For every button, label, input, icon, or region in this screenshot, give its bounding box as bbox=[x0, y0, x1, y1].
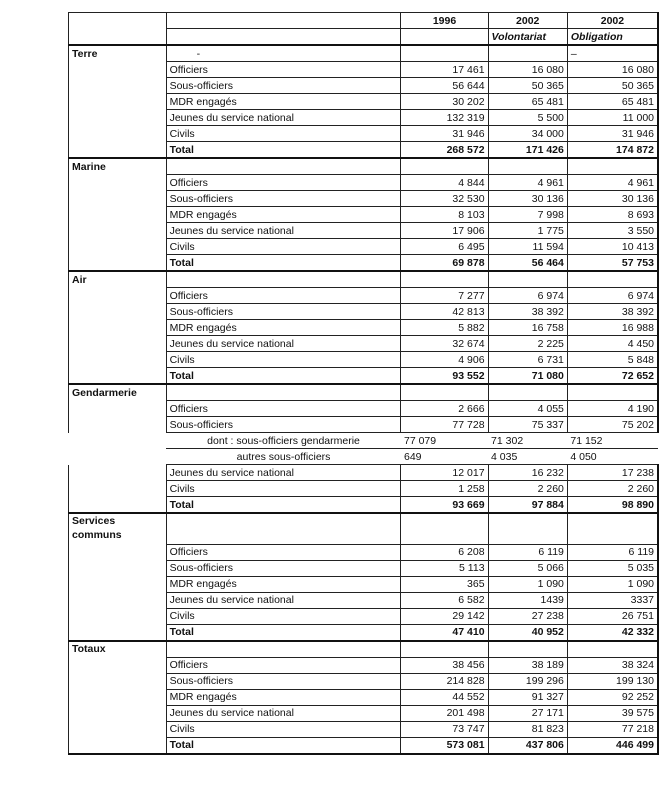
row-label: Total bbox=[166, 142, 401, 159]
row-label: autres sous-officiers bbox=[166, 449, 401, 465]
row-spacer bbox=[69, 368, 167, 385]
value-2002-volontariat: 1 775 bbox=[488, 223, 567, 239]
value-1996: 93 669 bbox=[401, 497, 488, 514]
value-2002-volontariat: 4 055 bbox=[488, 401, 567, 417]
value-2002-obligation: 174 872 bbox=[567, 142, 658, 159]
value-2002-volontariat: 6 974 bbox=[488, 288, 567, 304]
value-1996: 69 878 bbox=[401, 255, 488, 272]
total-row bbox=[69, 368, 659, 385]
row-label: Civils bbox=[166, 608, 401, 624]
row-label: Officiers bbox=[166, 401, 401, 417]
value-2002-volontariat: 30 136 bbox=[488, 191, 567, 207]
row-spacer bbox=[69, 608, 167, 624]
row-spacer bbox=[69, 433, 167, 449]
row-spacer bbox=[69, 78, 167, 94]
value-1996: 5 882 bbox=[401, 320, 488, 336]
value-2002-obligation: 75 202 bbox=[567, 417, 658, 433]
section-empty bbox=[401, 158, 488, 175]
value-1996: 47 410 bbox=[401, 624, 488, 641]
effectifs-table bbox=[68, 12, 659, 755]
value-1996: 7 277 bbox=[401, 288, 488, 304]
value-2002-volontariat: 4 035 bbox=[488, 449, 567, 465]
row-label: Sous-officiers bbox=[166, 304, 401, 320]
value-1996: 1 258 bbox=[401, 481, 488, 497]
value-2002-obligation: 72 652 bbox=[567, 368, 658, 385]
table-row bbox=[69, 288, 659, 304]
table-row bbox=[69, 94, 659, 110]
table-row bbox=[69, 401, 659, 417]
value-2002-volontariat: 27 238 bbox=[488, 608, 567, 624]
table-row bbox=[69, 239, 659, 255]
row-label: Total bbox=[166, 497, 401, 514]
value-1996: 573 081 bbox=[401, 737, 488, 754]
value-2002-obligation: 42 332 bbox=[567, 624, 658, 641]
row-spacer bbox=[69, 304, 167, 320]
row-label: Total bbox=[166, 368, 401, 385]
value-2002-volontariat: 4 961 bbox=[488, 175, 567, 191]
value-2002-volontariat: 38 189 bbox=[488, 657, 567, 673]
value-2002-obligation: 199 130 bbox=[567, 673, 658, 689]
section-label: Air bbox=[69, 271, 167, 288]
value-1996: 77 079 bbox=[401, 433, 488, 449]
table-row bbox=[69, 608, 659, 624]
value-1996: 201 498 bbox=[401, 705, 488, 721]
table-row bbox=[69, 721, 659, 737]
row-spacer bbox=[69, 465, 167, 481]
header-row-years bbox=[69, 13, 659, 29]
value-2002-volontariat: 6 119 bbox=[488, 544, 567, 560]
table-row bbox=[69, 207, 659, 223]
section-marker bbox=[166, 158, 401, 175]
header-empty bbox=[166, 29, 401, 46]
section-marker bbox=[567, 158, 658, 175]
table-row bbox=[69, 304, 659, 320]
value-2002-obligation: 30 136 bbox=[567, 191, 658, 207]
section-marker bbox=[567, 271, 658, 288]
value-1996: 17 906 bbox=[401, 223, 488, 239]
row-spacer bbox=[69, 401, 167, 417]
total-row bbox=[69, 497, 659, 514]
row-spacer bbox=[69, 544, 167, 560]
value-2002-obligation: 92 252 bbox=[567, 689, 658, 705]
row-spacer bbox=[69, 336, 167, 352]
row-spacer bbox=[69, 481, 167, 497]
row-spacer bbox=[69, 110, 167, 126]
value-1996: 6 208 bbox=[401, 544, 488, 560]
value-2002-volontariat: 437 806 bbox=[488, 737, 567, 754]
section-empty bbox=[401, 641, 488, 658]
value-1996: 30 202 bbox=[401, 94, 488, 110]
value-1996: 132 319 bbox=[401, 110, 488, 126]
table-row bbox=[69, 126, 659, 142]
section-label: Marine bbox=[69, 158, 167, 175]
value-2002-obligation: 39 575 bbox=[567, 705, 658, 721]
section-empty bbox=[401, 384, 488, 401]
row-spacer bbox=[69, 352, 167, 368]
value-2002-obligation: 4 450 bbox=[567, 336, 658, 352]
section-empty bbox=[488, 158, 567, 175]
value-2002-obligation: 8 693 bbox=[567, 207, 658, 223]
row-label: Officiers bbox=[166, 657, 401, 673]
value-2002-volontariat: 75 337 bbox=[488, 417, 567, 433]
value-1996: 12 017 bbox=[401, 465, 488, 481]
value-2002-obligation: 98 890 bbox=[567, 497, 658, 514]
table-row bbox=[69, 78, 659, 94]
value-1996: 32 530 bbox=[401, 191, 488, 207]
section-label: Totaux bbox=[69, 641, 167, 658]
header-empty bbox=[69, 13, 167, 29]
row-spacer bbox=[69, 320, 167, 336]
value-2002-volontariat: 71 080 bbox=[488, 368, 567, 385]
value-1996: 6 582 bbox=[401, 592, 488, 608]
value-2002-obligation: 3 550 bbox=[567, 223, 658, 239]
value-2002-obligation: 31 946 bbox=[567, 126, 658, 142]
table-row bbox=[69, 320, 659, 336]
value-2002-volontariat: 97 884 bbox=[488, 497, 567, 514]
section-marker bbox=[166, 271, 401, 288]
row-spacer bbox=[69, 191, 167, 207]
value-2002-obligation: 4 961 bbox=[567, 175, 658, 191]
value-2002-obligation: 1 090 bbox=[567, 576, 658, 592]
value-1996: 4 906 bbox=[401, 352, 488, 368]
value-2002-obligation: 17 238 bbox=[567, 465, 658, 481]
row-spacer bbox=[69, 207, 167, 223]
value-2002-obligation: 4 050 bbox=[567, 449, 658, 465]
effectifs-table-document bbox=[68, 12, 659, 755]
row-spacer bbox=[69, 417, 167, 433]
row-label: Total bbox=[166, 255, 401, 272]
value-2002-volontariat: 1 090 bbox=[488, 576, 567, 592]
header-empty bbox=[401, 29, 488, 46]
row-spacer bbox=[69, 62, 167, 78]
value-2002-obligation: 16 080 bbox=[567, 62, 658, 78]
row-label: Officiers bbox=[166, 175, 401, 191]
row-spacer bbox=[69, 705, 167, 721]
row-label: Sous-officiers bbox=[166, 560, 401, 576]
value-2002-volontariat: 56 464 bbox=[488, 255, 567, 272]
value-2002-obligation: 65 481 bbox=[567, 94, 658, 110]
row-label: Jeunes du service national bbox=[166, 336, 401, 352]
value-1996: 29 142 bbox=[401, 608, 488, 624]
row-label: Officiers bbox=[166, 62, 401, 78]
section-marker bbox=[166, 513, 401, 544]
value-1996: 77 728 bbox=[401, 417, 488, 433]
value-2002-volontariat: 38 392 bbox=[488, 304, 567, 320]
section-empty bbox=[401, 45, 488, 62]
table-row bbox=[69, 673, 659, 689]
section-marker: – bbox=[567, 45, 658, 62]
value-2002-volontariat: 27 171 bbox=[488, 705, 567, 721]
section-marker: - bbox=[166, 45, 401, 62]
table-row bbox=[69, 175, 659, 191]
value-1996: 56 644 bbox=[401, 78, 488, 94]
row-label: Jeunes du service national bbox=[166, 223, 401, 239]
value-2002-volontariat: 50 365 bbox=[488, 78, 567, 94]
row-label: Civils bbox=[166, 239, 401, 255]
value-2002-volontariat: 1439 bbox=[488, 592, 567, 608]
table-row bbox=[69, 110, 659, 126]
row-spacer bbox=[69, 721, 167, 737]
value-2002-obligation: 38 392 bbox=[567, 304, 658, 320]
total-row bbox=[69, 737, 659, 754]
row-label: MDR engagés bbox=[166, 576, 401, 592]
row-label: dont : sous-officiers gendarmerie bbox=[166, 433, 401, 449]
section-marker bbox=[166, 384, 401, 401]
value-2002-volontariat: 2 260 bbox=[488, 481, 567, 497]
row-label: MDR engagés bbox=[166, 94, 401, 110]
table-row bbox=[69, 481, 659, 497]
row-spacer bbox=[69, 737, 167, 754]
value-2002-volontariat: 16 758 bbox=[488, 320, 567, 336]
value-2002-obligation: 6 119 bbox=[567, 544, 658, 560]
table-row bbox=[69, 657, 659, 673]
table-row bbox=[69, 544, 659, 560]
row-label: Sous-officiers bbox=[166, 417, 401, 433]
section-marker bbox=[567, 641, 658, 658]
value-2002-volontariat: 34 000 bbox=[488, 126, 567, 142]
header-volontariat: Volontariat bbox=[488, 29, 567, 46]
value-2002-volontariat: 16 232 bbox=[488, 465, 567, 481]
value-2002-volontariat: 6 731 bbox=[488, 352, 567, 368]
table-row bbox=[69, 592, 659, 608]
row-label: Civils bbox=[166, 721, 401, 737]
section-row bbox=[69, 513, 659, 544]
value-1996: 365 bbox=[401, 576, 488, 592]
row-label: MDR engagés bbox=[166, 207, 401, 223]
row-spacer bbox=[69, 255, 167, 272]
header-empty bbox=[166, 13, 401, 29]
value-1996: 44 552 bbox=[401, 689, 488, 705]
value-2002-obligation: 57 753 bbox=[567, 255, 658, 272]
header-empty bbox=[69, 29, 167, 46]
table-row bbox=[69, 705, 659, 721]
value-2002-obligation: 71 152 bbox=[567, 433, 658, 449]
value-2002-obligation: 5 035 bbox=[567, 560, 658, 576]
section-empty bbox=[488, 513, 567, 544]
header-2002-obligation: 2002 bbox=[567, 13, 658, 29]
section-label: Terre bbox=[69, 45, 167, 62]
table-row bbox=[69, 465, 659, 481]
value-1996: 31 946 bbox=[401, 126, 488, 142]
value-2002-obligation: 3337 bbox=[567, 592, 658, 608]
value-1996: 268 572 bbox=[401, 142, 488, 159]
row-spacer bbox=[69, 624, 167, 641]
value-1996: 38 456 bbox=[401, 657, 488, 673]
row-spacer bbox=[69, 497, 167, 514]
value-2002-obligation: 11 000 bbox=[567, 110, 658, 126]
row-spacer bbox=[69, 288, 167, 304]
row-spacer bbox=[69, 175, 167, 191]
header-obligation: Obligation bbox=[567, 29, 658, 46]
row-spacer bbox=[69, 657, 167, 673]
value-1996: 73 747 bbox=[401, 721, 488, 737]
table-row bbox=[69, 417, 659, 433]
value-1996: 2 666 bbox=[401, 401, 488, 417]
value-2002-obligation: 16 988 bbox=[567, 320, 658, 336]
value-2002-volontariat: 199 296 bbox=[488, 673, 567, 689]
section-empty bbox=[488, 271, 567, 288]
row-spacer bbox=[69, 449, 167, 465]
row-label: Jeunes du service national bbox=[166, 592, 401, 608]
section-empty bbox=[488, 641, 567, 658]
value-2002-volontariat: 71 302 bbox=[488, 433, 567, 449]
row-spacer bbox=[69, 689, 167, 705]
row-label: MDR engagés bbox=[166, 320, 401, 336]
value-1996: 649 bbox=[401, 449, 488, 465]
total-row bbox=[69, 624, 659, 641]
row-label: Officiers bbox=[166, 544, 401, 560]
table-row bbox=[69, 352, 659, 368]
row-label: Jeunes du service national bbox=[166, 110, 401, 126]
table-row bbox=[69, 576, 659, 592]
value-2002-volontariat: 16 080 bbox=[488, 62, 567, 78]
value-1996: 4 844 bbox=[401, 175, 488, 191]
row-label: Total bbox=[166, 737, 401, 754]
value-2002-volontariat: 65 481 bbox=[488, 94, 567, 110]
value-2002-obligation: 26 751 bbox=[567, 608, 658, 624]
value-2002-volontariat: 5 500 bbox=[488, 110, 567, 126]
section-marker bbox=[567, 384, 658, 401]
row-label: Officiers bbox=[166, 288, 401, 304]
value-1996: 17 461 bbox=[401, 62, 488, 78]
row-label: Sous-officiers bbox=[166, 78, 401, 94]
row-spacer bbox=[69, 592, 167, 608]
value-2002-obligation: 446 499 bbox=[567, 737, 658, 754]
value-2002-obligation: 38 324 bbox=[567, 657, 658, 673]
value-2002-obligation: 2 260 bbox=[567, 481, 658, 497]
row-label: Civils bbox=[166, 126, 401, 142]
table-row bbox=[69, 223, 659, 239]
row-spacer bbox=[69, 576, 167, 592]
value-2002-obligation: 50 365 bbox=[567, 78, 658, 94]
section-row bbox=[69, 158, 659, 175]
row-label: Sous-officiers bbox=[166, 673, 401, 689]
value-1996: 5 113 bbox=[401, 560, 488, 576]
row-label: Total bbox=[166, 624, 401, 641]
value-2002-volontariat: 91 327 bbox=[488, 689, 567, 705]
row-label: Civils bbox=[166, 481, 401, 497]
section-label: Services communs bbox=[69, 513, 167, 544]
value-1996: 8 103 bbox=[401, 207, 488, 223]
value-2002-volontariat: 171 426 bbox=[488, 142, 567, 159]
row-spacer bbox=[69, 239, 167, 255]
row-spacer bbox=[69, 94, 167, 110]
value-2002-obligation: 10 413 bbox=[567, 239, 658, 255]
table-row bbox=[69, 191, 659, 207]
section-marker bbox=[166, 641, 401, 658]
value-1996: 214 828 bbox=[401, 673, 488, 689]
section-marker bbox=[567, 513, 658, 544]
row-spacer bbox=[69, 560, 167, 576]
value-2002-volontariat: 7 998 bbox=[488, 207, 567, 223]
value-2002-volontariat: 2 225 bbox=[488, 336, 567, 352]
row-spacer bbox=[69, 223, 167, 239]
value-2002-volontariat: 40 952 bbox=[488, 624, 567, 641]
value-2002-obligation: 77 218 bbox=[567, 721, 658, 737]
value-1996: 32 674 bbox=[401, 336, 488, 352]
section-row bbox=[69, 271, 659, 288]
table-row bbox=[69, 433, 659, 449]
total-row bbox=[69, 142, 659, 159]
row-label: MDR engagés bbox=[166, 689, 401, 705]
row-label: Jeunes du service national bbox=[166, 465, 401, 481]
header-row-sub bbox=[69, 29, 659, 46]
value-2002-obligation: 6 974 bbox=[567, 288, 658, 304]
section-empty bbox=[488, 384, 567, 401]
header-1996: 1996 bbox=[401, 13, 488, 29]
table-row bbox=[69, 689, 659, 705]
section-empty bbox=[401, 513, 488, 544]
row-label: Sous-officiers bbox=[166, 191, 401, 207]
section-row bbox=[69, 384, 659, 401]
section-label: Gendarmerie bbox=[69, 384, 167, 401]
total-row bbox=[69, 255, 659, 272]
value-2002-volontariat: 11 594 bbox=[488, 239, 567, 255]
value-2002-obligation: 5 848 bbox=[567, 352, 658, 368]
value-2002-volontariat: 5 066 bbox=[488, 560, 567, 576]
header-2002-volontariat: 2002 bbox=[488, 13, 567, 29]
table-row bbox=[69, 560, 659, 576]
table-row bbox=[69, 336, 659, 352]
row-spacer bbox=[69, 126, 167, 142]
row-spacer bbox=[69, 673, 167, 689]
section-empty bbox=[401, 271, 488, 288]
row-spacer bbox=[69, 142, 167, 159]
value-2002-volontariat: 81 823 bbox=[488, 721, 567, 737]
table-row bbox=[69, 62, 659, 78]
table-row bbox=[69, 449, 659, 465]
value-1996: 93 552 bbox=[401, 368, 488, 385]
section-empty bbox=[488, 45, 567, 62]
section-row bbox=[69, 45, 659, 62]
value-1996: 42 813 bbox=[401, 304, 488, 320]
value-2002-obligation: 4 190 bbox=[567, 401, 658, 417]
row-label: Civils bbox=[166, 352, 401, 368]
value-1996: 6 495 bbox=[401, 239, 488, 255]
row-label: Jeunes du service national bbox=[166, 705, 401, 721]
section-row bbox=[69, 641, 659, 658]
